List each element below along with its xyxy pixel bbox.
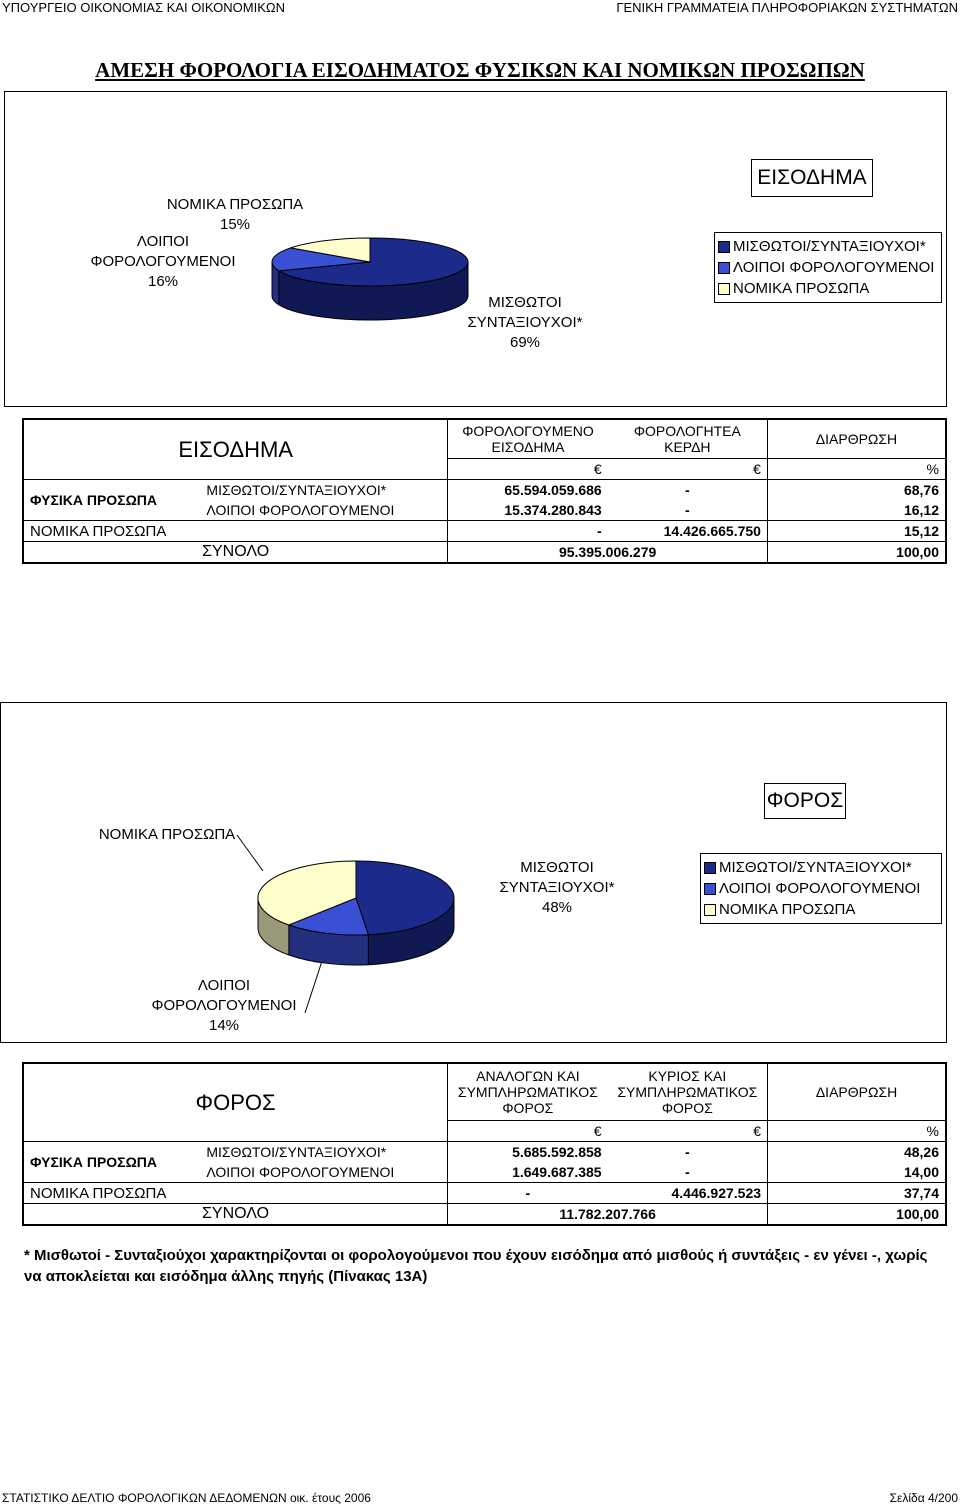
column-header: ΔΙΑΡΘΡΩΣΗ: [768, 1063, 946, 1121]
legend-item: ΝΟΜΙΚΑ ΠΡΟΣΩΠΑ: [715, 278, 941, 299]
unit-cell: €: [448, 1121, 608, 1142]
income-legend: [714, 232, 942, 303]
tax-chart: [0, 702, 947, 1043]
secretariat-name: ΓΕΝΙΚΗ ΓΡΑΜΜΑΤΕΙΑ ΠΛΗΡΟΦΟΡΙΑΚΩΝ ΣΥΣΤΗΜΑΤΩΝ: [616, 0, 958, 15]
legend-swatch: [704, 883, 716, 895]
total-value: 95.395.006.279: [448, 542, 768, 564]
column-header: ΔΙΑΡΘΡΩΣΗ: [767, 419, 946, 459]
total-percent: 100,00: [768, 1204, 946, 1226]
slice-label-other: ΛΟΙΠΟΙ ΦΟΡΟΛΟΓΟΥΜΕΝΟΙ 16%: [90, 233, 236, 290]
table-cell: -: [684, 502, 690, 518]
table-cell: -: [608, 1142, 768, 1163]
total-label: ΣΥΝΟΛΟ: [23, 1204, 448, 1226]
column-header: ΦΟΡΟΛΟΓΟΥΜΕΝΟ ΕΙΣΟΔΗΜΑ: [448, 419, 608, 459]
row-label: ΜΙΣΘΩΤΟΙ/ΣΥΝΤΑΞΙΟΥΧΟΙ*: [200, 1142, 447, 1163]
income-pie: [272, 238, 468, 320]
row-label: ΛΟΙΠΟΙ ΦΟΡΟΛΟΓΟΥΜΕΝΟΙ: [206, 1164, 395, 1180]
unit-cell: €: [608, 459, 768, 480]
legend-swatch: [718, 262, 730, 274]
row-label: ΛΟΙΠΟΙ ΦΟΡΟΛΟΓΟΥΜΕΝΟΙ: [206, 502, 395, 518]
leader-line: [305, 958, 323, 1013]
legend-item: ΝΟΜΙΚΑ ΠΡΟΣΩΠΑ: [701, 899, 941, 920]
unit-cell: %: [767, 459, 946, 480]
slice-label-legal: ΝΟΜΙΚΑ ΠΡΟΣΩΠΑ: [98, 826, 236, 843]
group-label: ΦΥΣΙΚΑ ΠΡΟΣΩΠΑ: [23, 1142, 200, 1183]
slice-label-legal: ΝΟΜΙΚΑ ΠΡΟΣΩΠΑ 15%: [166, 196, 304, 233]
total-label: ΣΥΝΟΛΟ: [23, 542, 448, 564]
slice-label-other: ΛΟΙΠΟΙ ΦΟΡΟΛΟΓΟΥΜΕΝΟΙ 14%: [151, 977, 297, 1034]
table-title: ΕΙΣΟΔΗΜΑ: [178, 436, 293, 462]
page-title: ΑΜΕΣΗ ΦΟΡΟΛΟΓΙΑ ΕΙΣΟΔΗΜΑΤΟΣ ΦΥΣΙΚΩΝ ΚΑΙ ΝΟΜΙΚΩΝ ΠΡΟΣΩΠΩΝ: [95, 58, 865, 82]
legend-item: ΛΟΙΠΟΙ ΦΟΡΟΛΟΓΟΥΜΕΝΟΙ: [715, 257, 941, 278]
table-cell: 14.426.665.750: [608, 521, 768, 542]
column-header: ΦΟΡΟΛΟΓΗΤΕΑ ΚΕΡΔΗ: [633, 423, 741, 455]
table-cell: 16,12: [767, 500, 946, 521]
row-label: ΝΟΜΙΚΑ ΠΡΟΣΩΠΑ: [23, 521, 448, 542]
table-cell: 15.374.280.843: [448, 500, 608, 521]
footer-publication: ΣΤΑΤΙΣΤΙΚΟ ΔΕΛΤΙΟ ΦΟΡΟΛΟΓΙΚΩΝ ΔΕΔΟΜΕΝΩΝ οικ. έτους 2006: [2, 1491, 371, 1505]
legend-item: ΜΙΣΘΩΤΟΙ/ΣΥΝΤΑΞΙΟΥΧΟΙ*: [701, 857, 941, 878]
footnote: * Μισθωτοί - Συνταξιούχοι χαρακτηρίζονται οι φορολογούμενοι που έχουν εισόδημα από μισθούς ή συντάξεις - εν γένει -, χωρίς να αποκλείεται και εισόδημα άλλης πηγής (Πίνακας 13Α): [24, 1247, 928, 1285]
table-cell: 1.649.687.385: [448, 1162, 608, 1183]
slice-label-salaried: ΜΙΣΘΩΤΟΙ ΣΥΝΤΑΞΙΟΥΧΟΙ* 69%: [467, 294, 583, 351]
table-cell: -: [448, 1183, 608, 1204]
table-cell: -: [608, 480, 768, 501]
income-table: [22, 418, 947, 564]
slice-label-salaried: ΜΙΣΘΩΤΟΙ ΣΥΝΤΑΞΙΟΥΧΟΙ* 48%: [499, 859, 615, 916]
table-cell: 4.446.927.523: [608, 1183, 768, 1204]
legend-swatch: [718, 283, 730, 295]
table-cell: 37,74: [768, 1183, 946, 1204]
table-cell: 14,00: [768, 1162, 946, 1183]
table-cell: 5.685.592.858: [448, 1142, 608, 1163]
legend-swatch: [718, 241, 730, 253]
row-label: ΝΟΜΙΚΑ ΠΡΟΣΩΠΑ: [23, 1183, 448, 1204]
total-value: 11.782.207.766: [448, 1204, 768, 1226]
unit-cell: €: [608, 1121, 768, 1142]
legend-swatch: [704, 862, 716, 874]
tax-legend: [700, 853, 942, 924]
total-percent: 100,00: [767, 542, 946, 564]
page-number: Σελίδα 4/200: [889, 1491, 958, 1505]
table-cell: 15,12: [767, 521, 946, 542]
column-header: ΚΥΡΙΟΣ ΚΑΙ ΣΥΜΠΛΗΡΩΜΑΤΙΚΟΣ ΦΟΡΟΣ: [617, 1068, 758, 1116]
table-cell: -: [684, 1164, 690, 1180]
legend-item: ΛΟΙΠΟΙ ΦΟΡΟΛΟΓΟΥΜΕΝΟΙ: [701, 878, 941, 899]
tax-table: [22, 1062, 947, 1226]
group-label: ΦΥΣΙΚΑ ΠΡΟΣΩΠΑ: [23, 480, 200, 521]
legend-item: ΜΙΣΘΩΤΟΙ/ΣΥΝΤΑΞΙΟΥΧΟΙ*: [715, 236, 941, 257]
table-cell: 65.594.059.686: [448, 480, 608, 501]
income-chart-title: ΕΙΣΟΔΗΜΑ: [751, 159, 873, 197]
legend-swatch: [704, 904, 716, 916]
ministry-name: ΥΠΟΥΡΓΕΙΟ ΟΙΚΟΝΟΜΙΑΣ ΚΑΙ ΟΙΚΟΝΟΜΙΚΩΝ: [2, 0, 286, 15]
column-header: ΑΝΑΛΟΓΩΝ ΚΑΙ ΣΥΜΠΛΗΡΩΜΑΤΙΚΟΣ ΦΟΡΟΣ: [448, 1063, 608, 1121]
table-cell: -: [448, 521, 608, 542]
table-cell: 48,26: [768, 1142, 946, 1163]
table-title: ΦΟΡΟΣ: [195, 1089, 276, 1115]
unit-cell: €: [448, 459, 608, 480]
income-chart: [4, 91, 947, 407]
unit-cell: %: [768, 1121, 946, 1142]
tax-pie: [258, 861, 454, 965]
table-cell: 68,76: [767, 480, 946, 501]
row-label: ΜΙΣΘΩΤΟΙ/ΣΥΝΤΑΞΙΟΥΧΟΙ*: [200, 480, 447, 501]
tax-chart-title: ΦΟΡΟΣ: [764, 783, 846, 819]
